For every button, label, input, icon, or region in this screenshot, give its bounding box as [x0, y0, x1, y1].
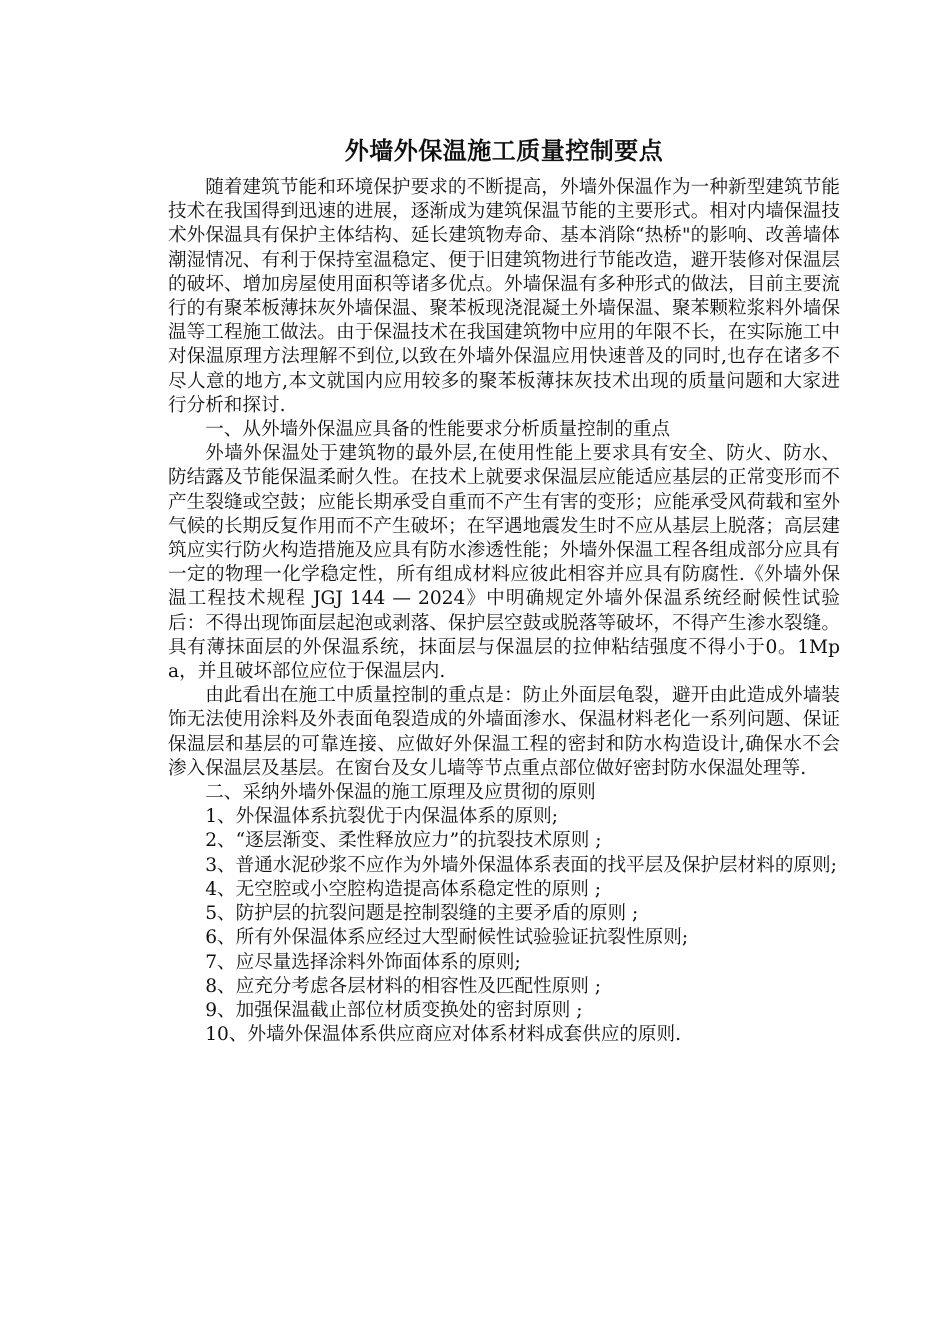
paragraph-performance: 外墙外保温处于建筑物的最外层,在使用性能上要求具有安全、防火、防水、防结露及节能保温柔耐久性。在技术上就要求保温层应能适应基层的正常变形而不产生裂缝或空鼓；应能长期承受自重而不产生有害的变形；应能承受风荷载和室外气候的长期反复作用而不产生破坏；在罕遇地震发生时不应从基层上脱落；高层建筑应实行防火构造措施及应具有防水渗透性能；外墙外保温工程各组成部分应具有一定的物理一化学稳定性，所有组成材料应彼此相容并应具有防腐性.《外墙外保温工程技术规程 JGJ 144 — 2024》中明确规定外墙外保温系统经耐候性试验后：不得出现饰面层起泡或剥落、保护层空鼓或脱落等破坏，不得产生渗水裂缝。具有薄抹面层的外保温系统，抹面层与保温层的拉伸粘结强度不得小于0。1Mpa，并且破坏部位应位于保温层内. [168, 443, 840, 683]
list-item: 5、防护层的抗裂问题是控制裂缝的主要矛盾的原则 ; [205, 903, 639, 925]
paragraph-intro: 随着建筑节能和环境保护要求的不断提高，外墙外保温作为一种新型建筑节能技术在我国得到迅速的进展，逐渐成为建筑保温节能的主要形式。相对内墙保温技术外保温具有保护主体结构、延长建筑物寿命、基本消除“热桥"的影响、改善墙体潮湿情况、有利于保持室温稳定、便于旧建筑物进行节能改造，避开装修对保温层的破坏、增加房屋使用面积等诸多优点。外墙保温有多种形式的做法，目前主要流行的有聚苯板薄抹灰外墙保温、聚苯板现浇混凝土外墙保温、聚苯颗粒浆料外墙保温等工程施工做法。由于保温技术在我国建筑物中应用的年限不长，在实际施工中对保温原理方法理解不到位,以致在外墙外保温应用快速普及的同时,也存在诸多不尽人意的地方,本文就国内应用较多的聚苯板薄抹灰技术出现的质量问题和大家进行分析和探讨. [168, 177, 840, 416]
list-item: 2、“逐层渐变、柔性释放应力”的抗裂技术原则 ; [205, 830, 602, 852]
list-item: 4、无空腔或小空腔构造提高体系稳定性的原则 ; [205, 878, 602, 900]
list-item: 9、加强保温截止部位材质变换处的密封原则 ; [205, 999, 583, 1021]
list-item: 6、所有外保温体系应经过大型耐候性试验验证抗裂性原则; [205, 927, 689, 949]
list-item: 10、外墙外保温体系供应商应对体系材料成套供应的原则. [205, 1024, 682, 1046]
list-item: 1、外保温体系抗裂优于内保温体系的原则; [205, 806, 558, 828]
document-body [168, 176, 840, 1047]
paragraph-control-focus: 由此看出在施工中质量控制的重点是：防止外面层龟裂，避开由此造成外墙装饰无法使用涂料及外表面龟裂造成的外墙面渗水、保温材料老化一系列问题、保证保温层和基层的可靠连接、应做好外保温工程的密封和防水构造设计,确保水不会渗入保温层及基层。在窗台及女儿墙等节点重点部位做好密封防水保温处理等. [168, 685, 840, 779]
list-item: 3、普通水泥砂浆不应作为外墙外保温体系表面的找平层及保护层材料的原则; [205, 854, 837, 876]
section-heading-1: 一、从外墙外保温应具备的性能要求分析质量控制的重点 [205, 419, 671, 441]
document-page [168, 126, 840, 1047]
section-heading-2: 二、采纳外墙外保温的施工原理及应贯彻的原则 [205, 782, 596, 804]
list-item: 8、应充分考虑各层材料的相容性及匹配性原则 ; [205, 975, 602, 997]
list-item: 7、应尽量选择涂料外饰面体系的原则; [205, 951, 521, 973]
document-title: 外墙外保温施工质量控制要点 [344, 137, 664, 165]
